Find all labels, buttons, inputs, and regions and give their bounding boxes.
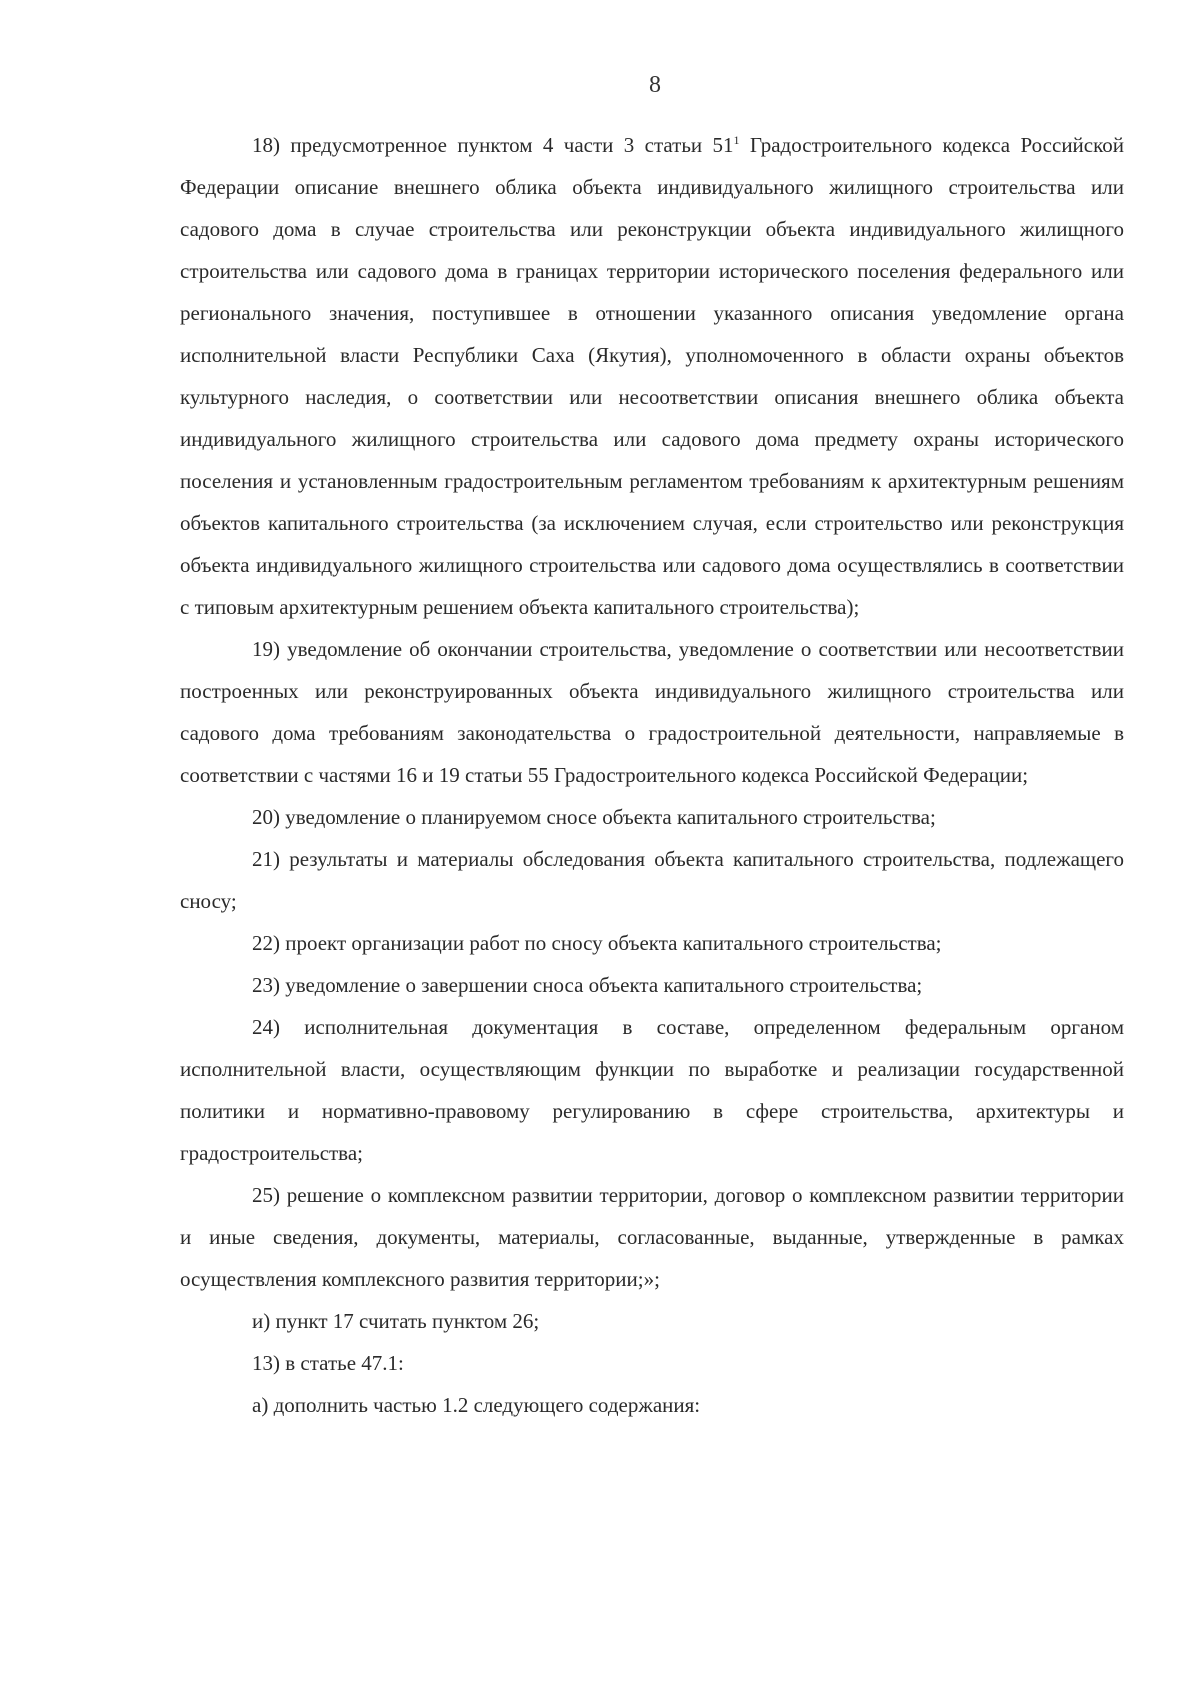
paragraph-text: Градостроительного кодекса Российской Федерации описание внешнего облика объекта индивидуального жилищного строительства или садового дома в случае строительства или реконструкции объекта индивидуального жилищного строительства или садового дома в границах территории исторического поселения федерального или регионального значения, поступившее в отношении указанного описания уведомление органа исполнительной власти Республики Саха (Якутия), уполномоченного в области охраны объектов культурного наследия, о соответствии или несоответствии описания внешнего облика объекта индивидуального жилищного строительства или садового дома предмету охраны исторического поселения и установленным градостроительным регламентом требованиям к архитектурным решениям объектов капитального строительства (за исключением случая, если строительство или реконструкция объекта индивидуального жилищного строительства или садового дома осуществлялись в соответствии с типовым архитектурным решением объекта капитального строительства);	[180, 133, 1124, 619]
document-body	[180, 124, 1124, 1426]
paragraph-item-24: 24) исполнительная документация в составе, определенном федеральным органом исполнительной власти, осуществляющим функции по выработке и реализации государственной политики и нормативно-правовому регулированию в сфере строительства, архитектуры и градостроительства;	[180, 1015, 1124, 1165]
superscript: 1	[733, 133, 740, 147]
paragraph-item-22: 22) проект организации работ по сносу объекта капитального строительства;	[252, 931, 942, 955]
paragraph-item-13: 13) в статье 47.1:	[252, 1351, 404, 1375]
paragraph-item-25: 25) решение о комплексном развитии территории, договор о комплексном развитии территории и иные сведения, документы, материалы, согласованные, выданные, утвержденные в рамках осуществления комплексного развития территории;»;	[180, 1183, 1124, 1291]
paragraph-subitem-a: а) дополнить частью 1.2 следующего содержания:	[252, 1393, 701, 1417]
paragraph-text: 18) предусмотренное пунктом 4 части 3 статьи 51	[252, 133, 734, 157]
paragraph-item-20: 20) уведомление о планируемом сносе объекта капитального строительства;	[252, 805, 936, 829]
paragraph-subitem-i: и) пункт 17 считать пунктом 26;	[252, 1309, 540, 1333]
paragraph-item-23: 23) уведомление о завершении сноса объекта капитального строительства;	[252, 973, 923, 997]
paragraph-item-19: 19) уведомление об окончании строительства, уведомление о соответствии или несоответствии построенных или реконструированных объекта индивидуального жилищного строительства или садового дома требованиям законодательства о градостроительной деятельности, направляемые в соответствии с частями 16 и 19 статьи 55 Градостроительного кодекса Российской Федерации;	[180, 637, 1124, 787]
paragraph-item-18	[180, 124, 1124, 628]
paragraph-item-21: 21) результаты и материалы обследования объекта капитального строительства, подлежащего сносу;	[180, 847, 1124, 913]
page-number: 8	[649, 72, 661, 98]
